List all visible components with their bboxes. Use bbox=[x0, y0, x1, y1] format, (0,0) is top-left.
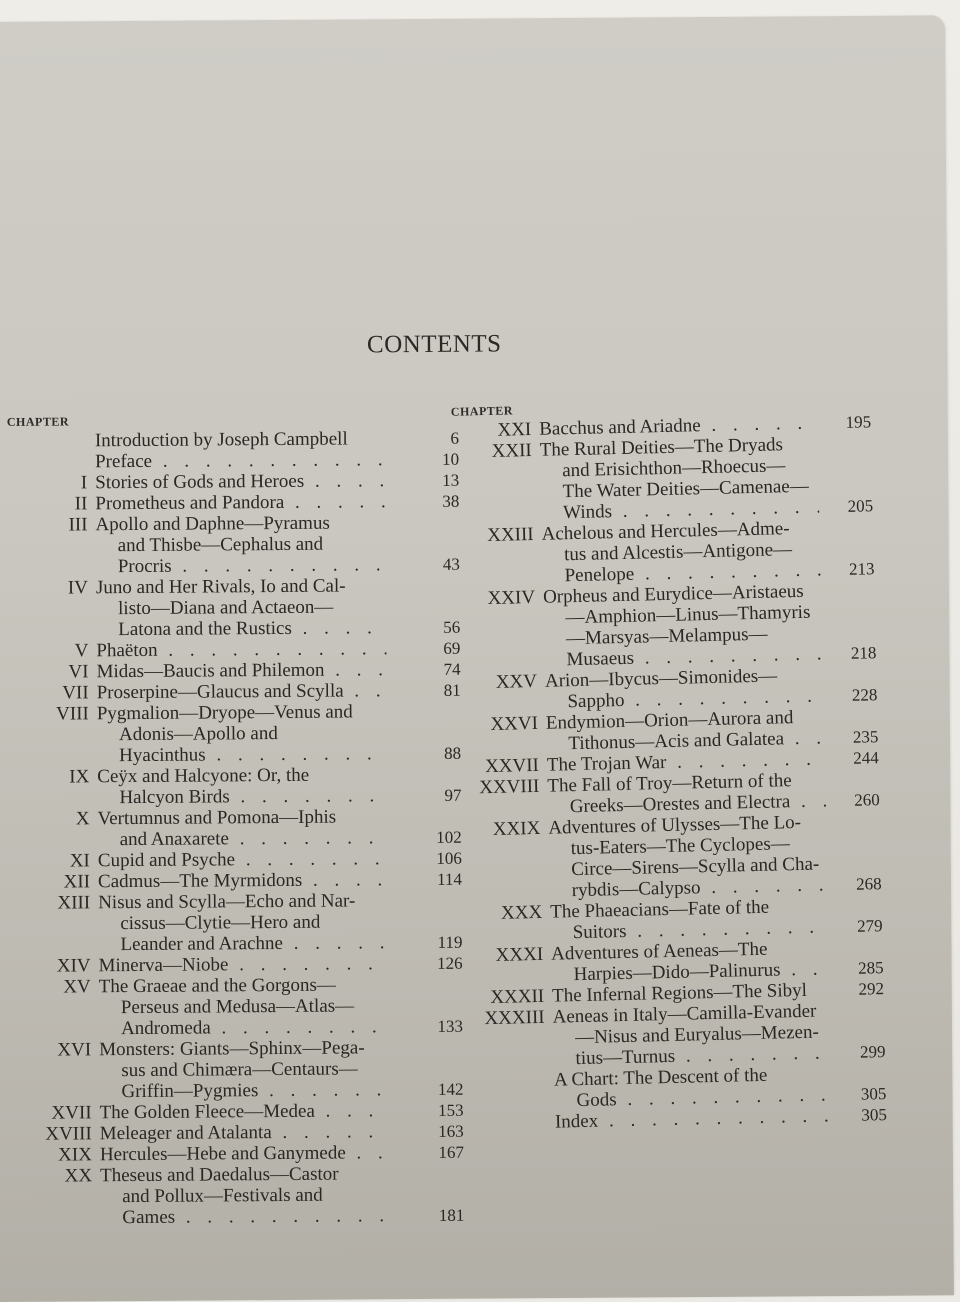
chapter-number: X bbox=[75, 808, 90, 830]
chapter-title-line: Phaëton . . . bbox=[96, 638, 386, 661]
chapter-title bbox=[100, 1121, 390, 1144]
chapter-title bbox=[100, 1100, 390, 1123]
chapter-number: IX bbox=[69, 766, 90, 788]
chapter-title bbox=[100, 1142, 390, 1165]
page-number: 292 bbox=[858, 979, 885, 999]
chapter-title bbox=[97, 764, 387, 808]
chapter-title bbox=[96, 575, 386, 640]
chapter-title-line: Introduction by Joseph Campbell bbox=[94, 428, 348, 452]
toc-entry bbox=[7, 512, 459, 578]
chapter-title-line: Hyacinthus . . . bbox=[97, 743, 387, 766]
chapter-title bbox=[95, 428, 385, 451]
page-number: 218 bbox=[850, 643, 877, 663]
chapter-title-line: Games . . . bbox=[100, 1205, 390, 1228]
chapter-number: XXIII bbox=[486, 523, 534, 546]
chapter-number: XXXIII bbox=[484, 1006, 545, 1030]
toc-entry bbox=[9, 701, 461, 767]
page-number: 114 bbox=[437, 869, 463, 889]
chapter-number: XXIX bbox=[492, 817, 541, 840]
toc-list bbox=[451, 411, 887, 1134]
page-number: 305 bbox=[860, 1084, 887, 1104]
chapter-title-line: Minerva—Niobe . . . bbox=[99, 953, 389, 976]
chapter-title-line: Tithonus—Acis and Galatea . . . bbox=[546, 727, 824, 754]
page-number: 38 bbox=[442, 491, 460, 511]
chapter-title-line: Meleager and Atalanta . . . bbox=[100, 1121, 390, 1144]
chapter-label: CHAPTER bbox=[6, 414, 70, 429]
chapter-title-line: Preface . . . bbox=[95, 449, 385, 472]
chapter-number: IV bbox=[67, 577, 89, 599]
chapter-title bbox=[541, 517, 820, 586]
page-number: 6 bbox=[450, 428, 459, 448]
chapter-title-line: Andromeda . . . bbox=[99, 1016, 389, 1039]
chapter-number: XXVII bbox=[484, 754, 540, 778]
chapter-title-line: Harpies—Dido—Palinurus . . . bbox=[551, 958, 829, 985]
chapter-title-line: Stories of Gods and Heroes . . . bbox=[95, 470, 385, 493]
chapter-title-line: Achelous and Hercules—Adme- bbox=[541, 518, 790, 545]
chapter-title-line: Latona and the Rustics . . . bbox=[96, 617, 386, 640]
chapter-title bbox=[97, 806, 387, 850]
chapter-title bbox=[98, 848, 388, 871]
chapter-title-line: Orpheus and Eurydice—Aristaeus bbox=[542, 580, 804, 608]
chapter-number: V bbox=[74, 640, 89, 662]
page-number: 195 bbox=[845, 412, 872, 432]
page-number: 235 bbox=[852, 727, 879, 747]
page-number: 10 bbox=[441, 449, 460, 469]
chapter-number: XXIV bbox=[487, 586, 536, 610]
chapter-title-line: The Graeae and the Gorgons— bbox=[98, 974, 336, 998]
chapter-number: XX bbox=[64, 1165, 93, 1187]
page-number: 305 bbox=[861, 1105, 888, 1125]
chapter-title-line: Prometheus and Pandora . . . bbox=[95, 491, 385, 514]
chapter-number: XIV bbox=[56, 955, 91, 977]
chapter-title-line: The Golden Fleece—Medea . . . bbox=[100, 1100, 390, 1123]
chapter-title bbox=[97, 701, 387, 766]
chapter-number: XI bbox=[69, 850, 90, 872]
page-number: 43 bbox=[442, 554, 460, 574]
page-number: 153 bbox=[438, 1100, 464, 1120]
page-number: 74 bbox=[443, 659, 461, 679]
chapter-title bbox=[547, 769, 826, 817]
chapter-title bbox=[95, 491, 385, 514]
chapter-title-line: Monsters: Giants—Sphinx—Pega- bbox=[99, 1037, 365, 1061]
toc-entry bbox=[12, 1163, 464, 1229]
chapter-title-line: —Marsyas—Melampus— bbox=[565, 623, 768, 650]
page-number: 163 bbox=[438, 1121, 464, 1141]
chapter-number: XIX bbox=[58, 1144, 92, 1166]
chapter-title-line: Arion—Ibycus—Simonides— bbox=[544, 665, 778, 692]
chapter-title-line: Leander and Arachne . . . bbox=[98, 932, 388, 955]
chapter-number bbox=[7, 451, 87, 452]
chapter-title bbox=[95, 470, 385, 493]
chapter-title-line: The Phaeacians—Fate of the bbox=[549, 896, 770, 923]
chapter-number: XIII bbox=[57, 892, 91, 914]
toc-entry bbox=[10, 890, 462, 956]
chapter-title-line: —Nisus and Euryalus—Mezen- bbox=[574, 1021, 820, 1049]
chapter-title bbox=[98, 869, 388, 892]
chapter-title-line: Perseus and Medusa—Atlas— bbox=[120, 995, 355, 1019]
chapter-title-line: Bacchus and Ariadne . . . bbox=[539, 412, 817, 439]
page-number: 102 bbox=[436, 827, 462, 847]
chapter-number: III bbox=[68, 514, 88, 536]
chapter-number: XXVI bbox=[490, 712, 539, 735]
chapter-title bbox=[540, 433, 820, 523]
chapter-number: VIII bbox=[56, 703, 89, 725]
chapter-title-line: Ceÿx and Halcyone: Or, the bbox=[97, 764, 310, 788]
chapter-title-line: Midas—Baucis and Philemon . . . bbox=[96, 659, 386, 682]
chapter-title-line: Theseus and Daedalus—Castor bbox=[99, 1163, 339, 1187]
chapter-number: XVI bbox=[57, 1039, 92, 1061]
chapter-title-line: Hercules—Hebe and Ganymede . . . bbox=[100, 1142, 390, 1165]
page-number: 142 bbox=[437, 1079, 464, 1099]
chapter-number bbox=[7, 430, 87, 431]
page-number: 69 bbox=[443, 638, 461, 658]
chapter-title-line: Proserpine—Glaucus and Scylla . . . bbox=[97, 680, 387, 703]
chapter-title-line: Circe—Sirens—Scylla and Cha- bbox=[571, 853, 820, 881]
page-number: 228 bbox=[851, 685, 878, 705]
chapter-title-line: Suitors . . . bbox=[550, 916, 828, 943]
toc-entry bbox=[455, 579, 877, 673]
chapter-number: XVII bbox=[51, 1102, 92, 1124]
chapter-title bbox=[552, 1000, 831, 1069]
chapter-title-line: Vertumnus and Pomona—Iphis bbox=[97, 806, 337, 830]
toc-entry bbox=[9, 764, 461, 809]
page-number: 244 bbox=[853, 748, 880, 768]
chapter-title-line: Pygmalion—Dryope—Venus and bbox=[96, 701, 353, 725]
page-number: 260 bbox=[854, 790, 880, 810]
chapter-title-line: Procris . . . bbox=[96, 554, 386, 577]
chapter-title-line: —Amphion—Linus—Thamyris bbox=[565, 601, 811, 629]
chapter-title bbox=[551, 937, 830, 985]
toc-entry bbox=[11, 974, 463, 1040]
chapter-title-line: tus-Eaters—The Cyclopes— bbox=[570, 833, 790, 860]
chapter-label: CHAPTER bbox=[450, 403, 514, 419]
page-number: 56 bbox=[443, 617, 461, 637]
chapter-title-line: Adventures of Aeneas—The bbox=[550, 938, 768, 965]
chapter-title bbox=[548, 811, 828, 901]
chapter-title-line: tus and Alcestis—Antigone— bbox=[563, 539, 793, 566]
chapter-number: XXXII bbox=[490, 985, 545, 1009]
chapter-title-line: The Rural Deities—The Dryads bbox=[539, 434, 784, 461]
chapter-title-line: Apollo and Daphne—Pyramus bbox=[95, 512, 330, 536]
page-number: 81 bbox=[443, 680, 461, 700]
page-number: 279 bbox=[856, 916, 883, 936]
chapter-title-line: Endymion—Orion—Aurora and bbox=[545, 707, 794, 734]
chapter-number: XXI bbox=[497, 418, 532, 441]
page-number: 126 bbox=[437, 953, 463, 973]
chapter-title-line: Musaeus . . . bbox=[544, 643, 822, 670]
chapter-title-line: rybdis—Calypso . . . bbox=[550, 874, 828, 901]
page-number: 133 bbox=[437, 1016, 464, 1036]
chapter-title-line: The Fall of Troy—Return of the bbox=[547, 770, 792, 797]
chapter-title-line: tius—Turnus . . . bbox=[553, 1042, 831, 1069]
chapter-title-line: cissus—Clytie—Hero and bbox=[120, 911, 321, 935]
chapter-number: XXX bbox=[500, 901, 543, 924]
page-number: 268 bbox=[855, 874, 882, 894]
chapter-title-line: listo—Diana and Actaeon— bbox=[118, 596, 334, 620]
chapter-title bbox=[543, 580, 823, 670]
chapter-title-line: Sappho . . . bbox=[545, 685, 823, 712]
page-number: 88 bbox=[444, 743, 462, 763]
chapter-title-line: Griffin—Pygmies . . . bbox=[99, 1079, 389, 1102]
page-number: 119 bbox=[437, 932, 463, 952]
chapter-title-line: The Water Deities—Camenae— bbox=[562, 475, 809, 503]
chapter-title-line: Penelope . . . bbox=[542, 559, 820, 586]
page-number: 181 bbox=[438, 1205, 465, 1225]
chapter-title bbox=[546, 706, 825, 754]
chapter-title bbox=[99, 953, 389, 976]
chapter-title-line: Adonis—Apollo and bbox=[118, 723, 278, 746]
chapter-title bbox=[550, 895, 829, 943]
page-number: 285 bbox=[857, 958, 884, 978]
chapter-title-line: Halcyon Birds . . . bbox=[97, 785, 387, 808]
chapter-number: XII bbox=[63, 871, 91, 893]
page-number: 213 bbox=[848, 559, 875, 579]
chapter-title bbox=[98, 890, 388, 955]
book-page bbox=[0, 15, 954, 1302]
chapter-number: XV bbox=[63, 976, 91, 998]
chapter-title-line: and Thisbe—Cephalus and bbox=[117, 533, 324, 557]
chapter-number: I bbox=[80, 472, 88, 494]
contents-right-column bbox=[451, 395, 887, 1134]
chapter-number: XXII bbox=[491, 439, 532, 462]
chapter-title bbox=[97, 680, 387, 703]
page-number: 299 bbox=[859, 1042, 886, 1062]
chapter-number: XVIII bbox=[45, 1123, 92, 1145]
toc-list bbox=[7, 428, 465, 1229]
chapter-title bbox=[95, 512, 385, 577]
chapter-title-line: and Anaxarete . . . bbox=[98, 827, 388, 850]
chapter-title-line: and Pollux—Festivals and bbox=[122, 1184, 323, 1208]
chapter-title-line: sus and Chimæra—Centaurs— bbox=[121, 1058, 358, 1082]
chapter-number: XXV bbox=[495, 670, 538, 693]
chapter-number: XXVIII bbox=[478, 775, 540, 799]
chapter-title-line: Nisus and Scylla—Echo and Nar- bbox=[98, 890, 356, 914]
chapter-number: VII bbox=[62, 682, 89, 704]
chapter-title bbox=[99, 974, 389, 1039]
chapter-title-line: and Erisichthon—Rhoecus— bbox=[561, 455, 786, 482]
chapter-title-line: Juno and Her Rivals, Io and Cal- bbox=[95, 575, 346, 599]
chapter-title-line: Greeks—Orestes and Electra . . . bbox=[548, 790, 826, 817]
chapter-title bbox=[545, 664, 824, 712]
chapter-title bbox=[100, 1163, 390, 1228]
chapter-title-line: Cupid and Psyche . . . bbox=[98, 848, 388, 871]
chapter-title-line: The Infernal Regions—The Sibyl bbox=[551, 979, 808, 1007]
page-number: 106 bbox=[436, 848, 462, 868]
chapter-number: VI bbox=[68, 661, 89, 683]
page-number: 97 bbox=[444, 785, 462, 805]
chapter-title-line: Index . . . bbox=[555, 1105, 833, 1132]
page-number: 167 bbox=[438, 1142, 464, 1162]
chapter-title bbox=[96, 638, 386, 661]
chapter-title bbox=[96, 659, 386, 682]
toc-entry bbox=[11, 1037, 463, 1103]
chapter-title bbox=[554, 1063, 833, 1111]
chapter-title-line: Winds . . . bbox=[541, 496, 819, 523]
chapter-title-line: A Chart: The Descent of the bbox=[553, 1064, 768, 1091]
chapter-title-line: Cadmus—The Myrmidons . . . bbox=[98, 869, 388, 892]
page-number: 13 bbox=[442, 470, 460, 490]
chapter-title-line: Aeneas in Italy—Camilla-Evander bbox=[552, 1000, 817, 1028]
toc-entry bbox=[460, 810, 882, 904]
chapter-number: II bbox=[74, 493, 88, 515]
toc-entry bbox=[8, 575, 460, 641]
chapter-title bbox=[95, 449, 385, 472]
page-title: CONTENTS bbox=[366, 330, 502, 359]
contents-left-column bbox=[7, 412, 465, 1229]
chapter-title-line: Adventures of Ulysses—The Lo- bbox=[548, 811, 802, 839]
toc-entry bbox=[452, 432, 874, 526]
chapter-title bbox=[99, 1037, 389, 1102]
chapter-title-line: The Trojan War . . . bbox=[547, 748, 825, 775]
toc-entry bbox=[453, 516, 874, 589]
toc-entry bbox=[464, 999, 885, 1072]
page-number: 205 bbox=[847, 496, 874, 516]
toc-entry bbox=[9, 806, 461, 851]
chapter-number: XXXI bbox=[495, 943, 544, 966]
chapter-title-line: Gods . . . bbox=[554, 1084, 832, 1111]
